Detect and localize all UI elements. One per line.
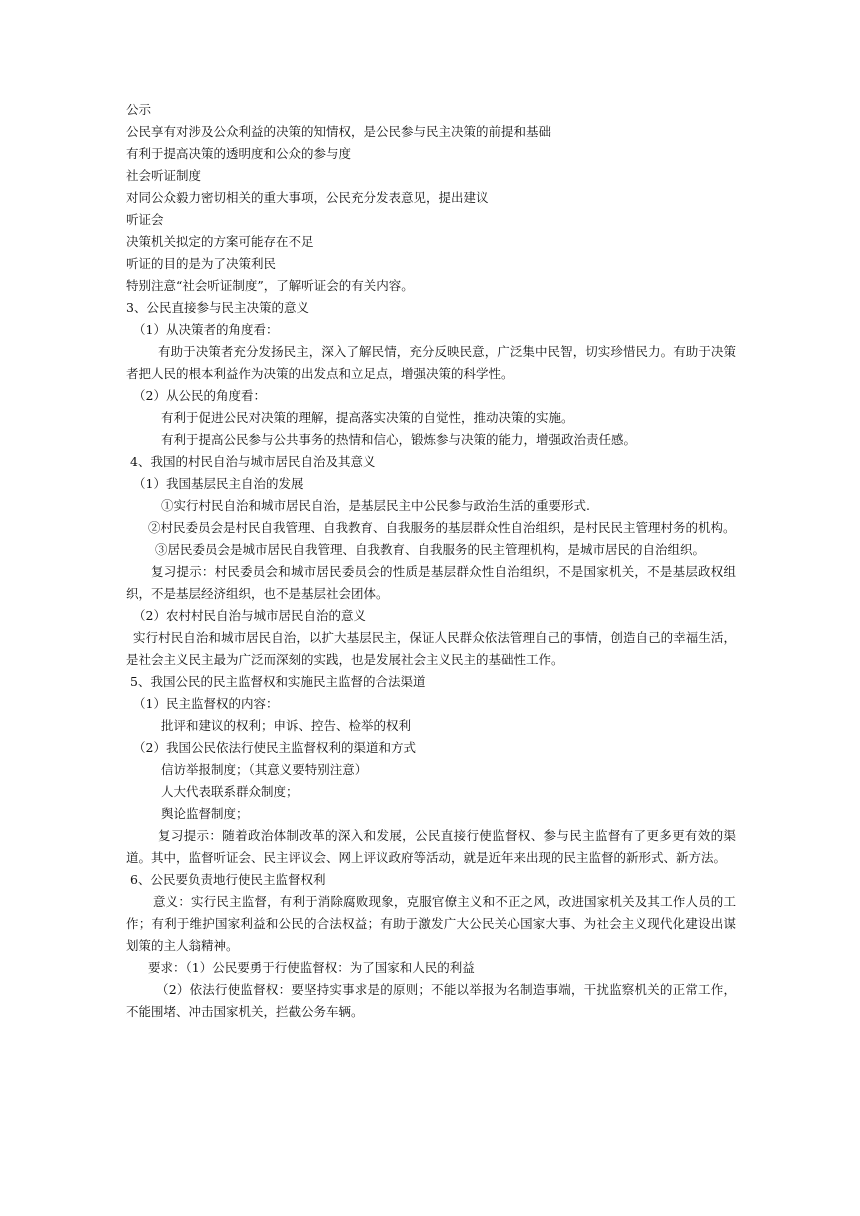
section-heading: 6、公民要负责地行使民主监督权利 <box>130 872 326 887</box>
text-line: 有利于促进公民对决策的理解，提高落实决策的自觉性，推动决策的实施。 <box>161 410 574 425</box>
text-line: 要求：（1）公民要勇于行使监督权：为了国家和人民的利益 <box>148 960 475 975</box>
text-line: 对同公众毅力密切相关的重大事项，公民充分发表意见，提出建议 <box>126 190 489 205</box>
text-line: 人大代表联系群众制度； <box>161 784 299 799</box>
subsection-heading: （2）从公民的角度看： <box>133 388 266 403</box>
text-line: 听证会 <box>126 212 164 227</box>
text-line: ③居民委员会是城市居民自我管理、自我教育、自我服务的民主管理机构，是城市居民的自治组织。 <box>155 542 706 557</box>
text-line: 听证的目的是为了决策利民 <box>126 256 277 271</box>
text-line: 舆论监督制度； <box>161 806 249 821</box>
text-line: 决策机关拟定的方案可能存在不足 <box>126 234 314 249</box>
paragraph: 有助于决策者充分发扬民主，深入了解民情，充分反映民意，广泛集中民智，切实珍惜民力。有助于决策者把人民的根本利益作为决策的出发点和立足点，增强决策的科学性。 <box>126 344 736 381</box>
text-line: 批评和建议的权利；申诉、控告、检举的权利 <box>161 718 412 733</box>
section-heading: 5、我国公民的民主监督权和实施民主监督的合法渠道 <box>130 674 426 689</box>
subsection-heading: （2）我国公民依法行使民主监督权利的渠道和方式 <box>133 740 416 755</box>
text-line: 社会听证制度 <box>126 168 202 183</box>
text-line: 有利于提高公民参与公共事务的热情和信心，锻炼参与决策的能力，增强政治责任感。 <box>161 432 637 447</box>
section-heading: 4、我国的村民自治与城市居民自治及其意义 <box>130 454 376 469</box>
paragraph: 复习提示：随着政治体制改革的深入和发展，公民直接行使监督权、参与民主监督有了更多更有效的渠道。其中，监督听证会、民主评议会、网上评议政府等活动，就是近年来出现的民主监督的新形式、新方法。 <box>126 828 736 865</box>
section-heading: 3、公民直接参与民主决策的意义 <box>126 300 309 315</box>
text-line: 公民享有对涉及公众利益的决策的知情权，是公民参与民主决策的前提和基础 <box>126 124 552 139</box>
text-line: 公示 <box>126 102 152 117</box>
document-body <box>126 99 736 1023</box>
subsection-heading: （1）我国基层民主自治的发展 <box>133 476 304 491</box>
text-line: 信访举报制度；（其意义要特别注意） <box>161 762 368 777</box>
subsection-heading: （2）农村村民自治与城市居民自治的意义 <box>133 608 366 623</box>
subsection-heading: （1）民主监督权的内容： <box>133 696 279 711</box>
text-line: 特别注意“社会听证制度”，了解听证会的有关内容。 <box>126 278 414 293</box>
subsection-heading: （1）从决策者的角度看： <box>133 322 279 337</box>
paragraph: ②村民委员会是村民自我管理、自我教育、自我服务的基层群众性自治组织，是村民民主管理村务的机构。 <box>148 520 736 535</box>
paragraph: 复习提示：村民委员会和城市居民委员会的性质是基层群众性自治组织，不是国家机关，不是基层政权组织，不是基层经济组织，也不是基层社会团体。 <box>126 564 736 601</box>
text-line: 有利于提高决策的透明度和公众的参与度 <box>126 146 352 161</box>
text-line: ①实行村民自治和城市居民自治，是基层民主中公民参与政治生活的重要形式. <box>161 498 590 513</box>
paragraph: 实行村民自治和城市居民自治，以扩大基层民主，保证人民群众依法管理自己的事情，创造自己的幸福生活，是社会主义民主最为广泛而深刻的实践，也是发展社会主义民主的基础性工作。 <box>126 630 736 667</box>
paragraph: （2）依法行使监督权：要坚持实事求是的原则；不能以举报为名制造事端，干扰监察机关的正常工作，不能围堵、冲击国家机关，拦截公务车辆。 <box>126 982 736 1019</box>
paragraph: 意义：实行民主监督，有利于消除腐败现象，克服官僚主义和不正之风，改进国家机关及其工作人员的工作；有利于维护国家利益和公民的合法权益；有助于激发广大公民关心国家大事、为社会主义现代化建设出谋划策的主人翁精神。 <box>126 894 736 953</box>
